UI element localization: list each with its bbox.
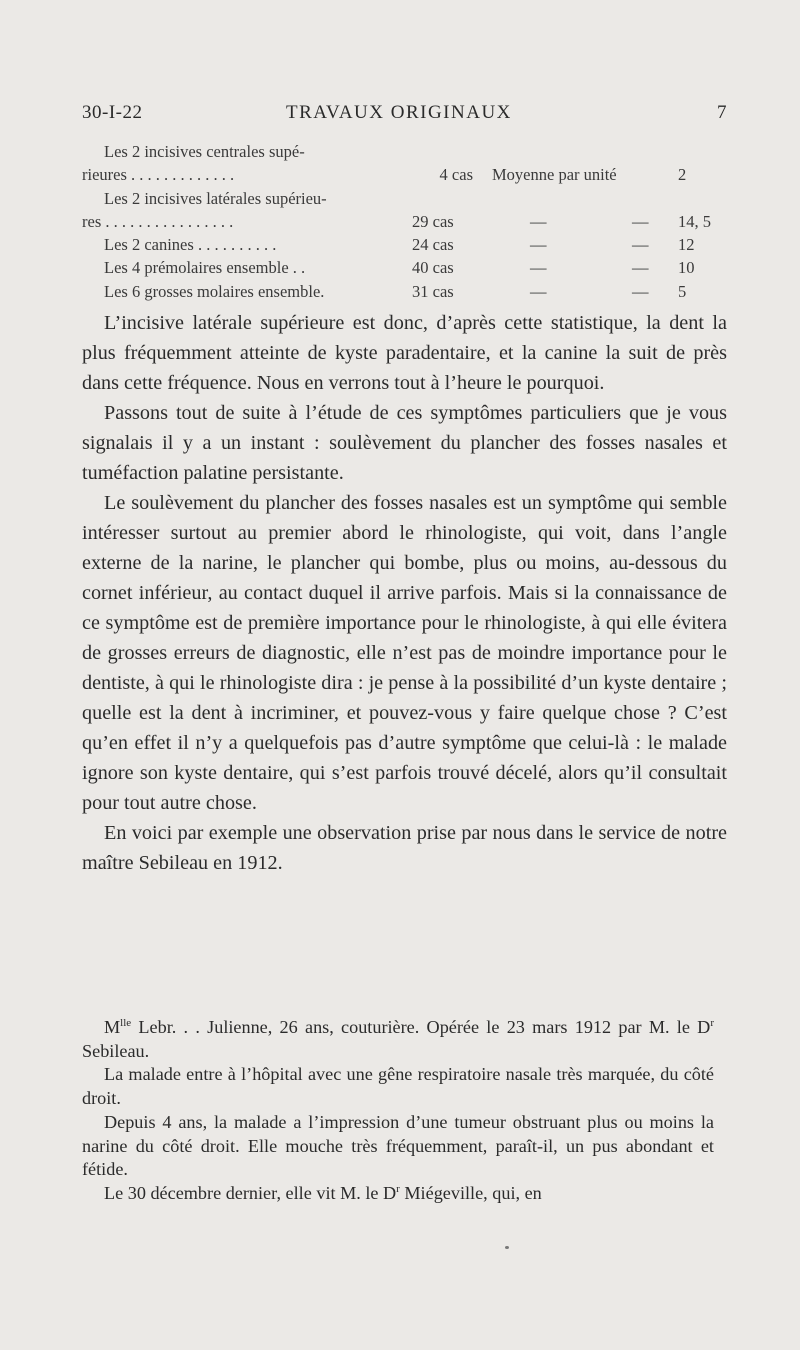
stats-label: res . . . . . . . . . . . . . . . . [82, 211, 234, 231]
paragraph: L’incisive latérale supérieure est donc, d’après cette statistique, la dent la plus fréquemment atteinte de kyste paradentaire, et la canine la suit de près dans cette fréquence. Nous en verrons tout à l’heure le pourquoi. [82, 312, 727, 394]
body-text [82, 308, 727, 878]
statistics-table [82, 140, 727, 303]
stats-average: 10 [678, 258, 695, 278]
stats-label: Les 4 prémolaires ensemble . . [104, 258, 306, 278]
stats-average: 14, 5 [678, 211, 711, 231]
stats-row [82, 280, 727, 303]
stats-average-label: Moyenne par unité [492, 165, 617, 185]
stats-row [82, 210, 727, 233]
stats-row [82, 140, 727, 163]
stats-count: 40 cas [412, 258, 454, 278]
ditto-dash: — [530, 211, 547, 231]
paragraph: La malade entre à l’hôpital avec une gêne respiratoire nasale très marquée, du côté droit. [82, 1064, 714, 1109]
ditto-dash: — [530, 258, 547, 278]
stats-label: Les 2 canines . . . . . . . . . . [104, 235, 277, 255]
stats-average: 5 [678, 281, 687, 301]
ditto-dash: — [632, 258, 649, 278]
header-title: TRAVAUX ORIGINAUX [286, 102, 512, 123]
print-speck [505, 1246, 509, 1249]
paragraph: En voici par exemple une observation prise par nous dans le service de notre maître Sebileau en 1912. [82, 822, 727, 874]
page-number: 7 [717, 102, 727, 123]
stats-row [82, 256, 727, 279]
observation-text [82, 1016, 714, 1206]
stats-count: 31 cas [412, 281, 454, 301]
stats-label: Les 2 incisives centrales supé- [104, 142, 305, 161]
running-header [82, 102, 727, 132]
header-date: 30-I-22 [82, 102, 143, 123]
ditto-dash: — [530, 281, 547, 301]
stats-count: 4 cas [439, 165, 473, 185]
stats-average: 12 [678, 235, 695, 255]
ditto-dash: — [632, 211, 649, 231]
ditto-dash: — [530, 235, 547, 255]
stats-label: Les 2 incisives latérales supérieu- [104, 188, 327, 208]
ditto-dash: — [632, 281, 649, 301]
stats-row [82, 233, 727, 256]
stats-label: rieures . . . . . . . . . . . . . [82, 165, 235, 185]
stats-row [82, 187, 727, 210]
ditto-dash: — [632, 235, 649, 255]
observation-heading: $M^{lle}$ Lebr. . . Julienne, 26 ans, couturière. Opérée le 23 mars 1912 par M. le $D^r$ Sebileau. [82, 1016, 714, 1061]
stats-average: 2 [678, 165, 687, 185]
paragraph: Depuis 4 ans, la malade a l’impression d’une tumeur obstruant plus ou moins la narine du côté droit. Elle mouche très fréquemment, paraît-il, un pus abondant et fétide. [82, 1111, 714, 1180]
stats-row [82, 163, 727, 186]
stats-label: Les 6 grosses molaires ensemble. [104, 281, 325, 301]
stats-count: 24 cas [412, 235, 454, 255]
paragraph: Le 30 décembre dernier, elle vit M. le $D^r$ Miégeville, qui, en [104, 1182, 542, 1203]
paragraph: Le soulèvement du plancher des fosses nasales est un symptôme qui semble intéresser surtout au premier abord le rhinologiste, qui voit, dans l’angle externe de la narine, le plancher qui bombe, plus ou moins, au-dessous du cornet inférieur, au contact duquel il arrive parfois. Mais si la connaissance de ce symptôme est de première importance pour le rhinologiste, à qui elle évitera de grosses erreurs de diagnostic, elle n’est pas de moindre importance pour le dentiste, à qui le rhinologiste dira : je pense à la possibilité d’un kyste dentaire ; quelle est la dent à incriminer, et pouvez-vous y faire quelque chose ? C’est qu’en effet il n’y a quelquefois pas d’autre symptôme que celui-là : le malade ignore son kyste dentaire, qui s’est parfois trouvé décelé, alors qu’il consultait pour tout autre chose. [82, 492, 727, 814]
stats-count: 29 cas [412, 211, 454, 231]
paragraph: Passons tout de suite à l’étude de ces symptômes particuliers que je vous signalais il y a un instant : soulèvement du plancher des fosses nasales et tuméfaction palatine persistante. [82, 402, 727, 484]
